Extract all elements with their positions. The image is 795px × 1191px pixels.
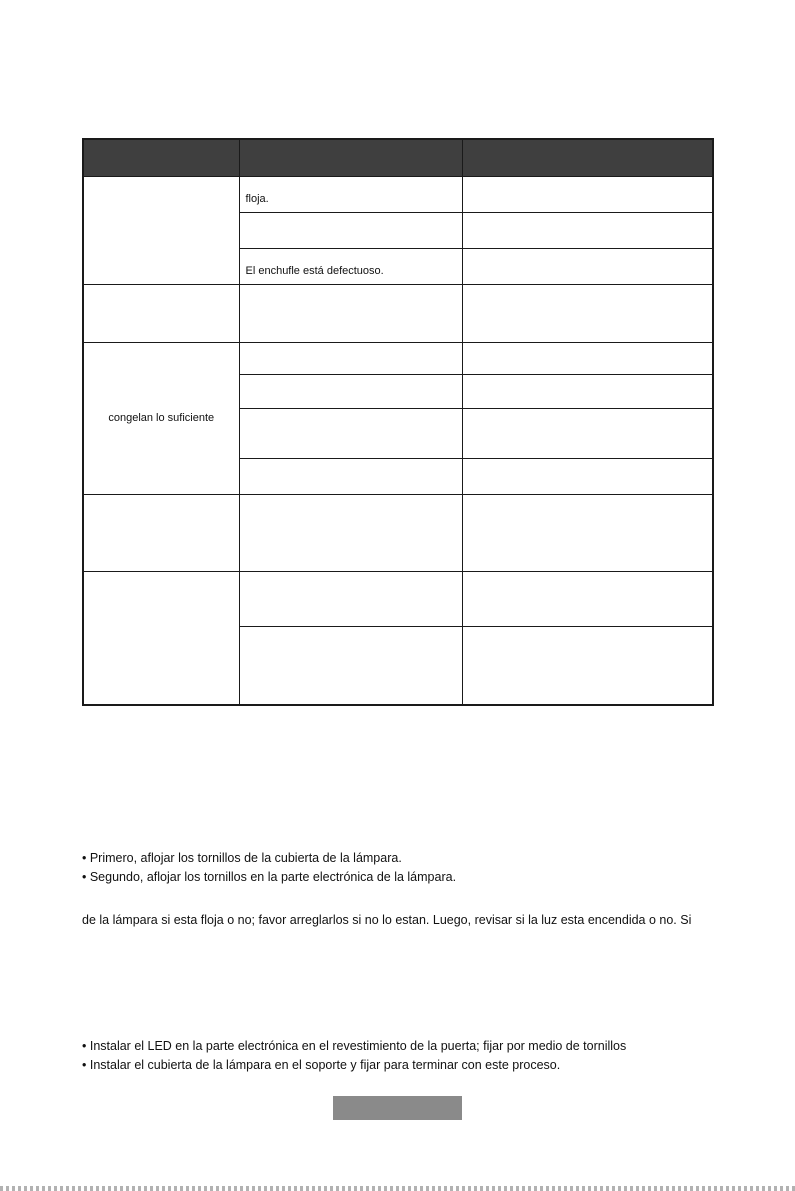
problem-cell	[83, 572, 239, 705]
table-row	[83, 495, 713, 572]
problem-cell	[83, 285, 239, 343]
cause-cell	[239, 213, 462, 249]
cause-cell	[239, 495, 462, 572]
solution-cell	[462, 177, 713, 213]
instruction-step-1: • Primero, aflojar los tornillos de la cubierta de la lámpara.	[82, 851, 402, 865]
cause-cell	[239, 177, 462, 213]
problem-cell	[83, 343, 239, 495]
cause-cell	[239, 343, 462, 375]
cause-cell	[239, 249, 462, 285]
solution-cell	[462, 495, 713, 572]
solution-cell	[462, 213, 713, 249]
solution-cell	[462, 375, 713, 409]
cause-cell	[239, 285, 462, 343]
cause-text: floja.	[245, 193, 269, 205]
problem-text: congelan lo suficiente	[108, 412, 215, 424]
install-step-1: • Instalar el LED en la parte electrónica en el revestimiento de la puerta; fijar por medio de tornillos	[82, 1039, 627, 1053]
table-row	[83, 285, 713, 343]
table-row	[83, 343, 713, 375]
cause-cell	[239, 572, 462, 627]
solution-cell	[462, 343, 713, 375]
troubleshooting-table	[82, 138, 714, 706]
instruction-check-line: de la lámpara si esta floja o no; favor arreglarlos si no lo estan. Luego, revisar si la luz esta encendida o no. Si	[82, 913, 692, 927]
table-row	[83, 572, 713, 627]
instruction-step-2: • Segundo, aflojar los tornillos en la parte electrónica de la lámpara.	[82, 870, 457, 884]
header-problem	[83, 139, 239, 177]
table-header-row	[83, 139, 713, 177]
cause-text: El enchufle está defectuoso.	[245, 265, 384, 277]
cause-cell	[239, 459, 462, 495]
solution-cell	[462, 285, 713, 343]
header-solution	[462, 139, 713, 177]
table-row	[83, 177, 713, 213]
install-step-2: • Instalar el cubierta de la lámpara en el soporte y fijar para terminar con este proceso.	[82, 1058, 561, 1072]
header-cause	[239, 139, 462, 177]
solution-cell	[462, 249, 713, 285]
problem-cell	[83, 495, 239, 572]
cause-cell	[239, 375, 462, 409]
cause-cell	[239, 627, 462, 705]
solution-cell	[462, 409, 713, 459]
page-label-bar	[333, 1096, 462, 1120]
cause-cell	[239, 409, 462, 459]
solution-cell	[462, 572, 713, 627]
footer-divider	[0, 1186, 795, 1191]
solution-cell	[462, 627, 713, 705]
problem-cell	[83, 177, 239, 285]
solution-cell	[462, 459, 713, 495]
